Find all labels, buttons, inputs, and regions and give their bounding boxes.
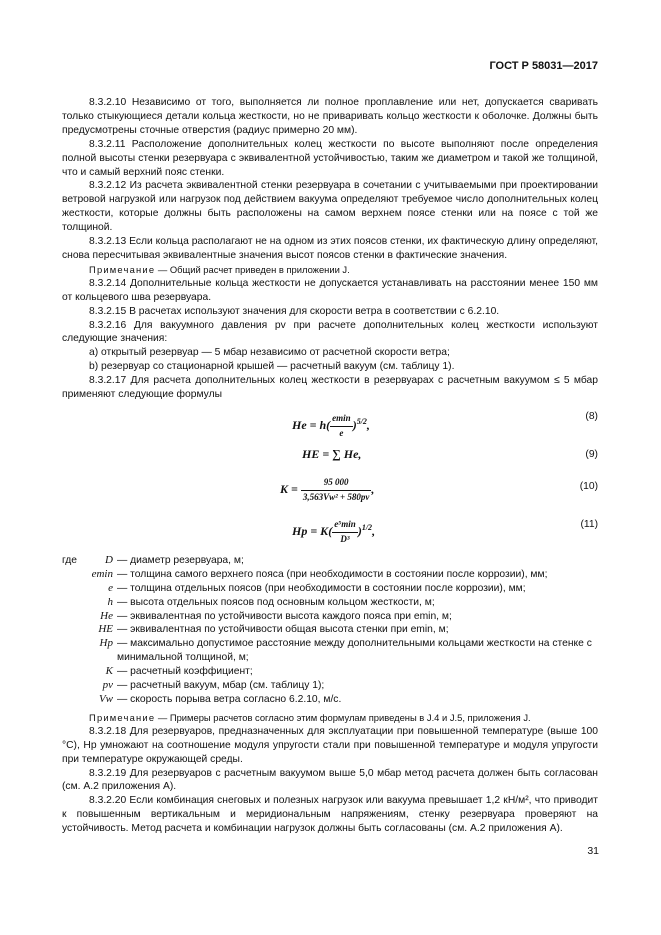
formula-number: (8) <box>585 410 598 422</box>
definition-lead: где <box>62 554 78 566</box>
definition-lead <box>62 693 89 707</box>
paragraph: 8.3.2.11 Расположение дополнительных колец жесткости по высоте выполняют после определения полной высоты стенки резервуара с эквивалентной устойчивостью, таким же диаметром и такой же толщиной, что и самый верхний пояс стенки. <box>62 138 598 178</box>
definition-row <box>62 637 598 665</box>
formula-9 <box>62 442 598 472</box>
paragraph: 8.3.2.17 Для расчета дополнительных колец жесткости в резервуарах с расчетным вакуумом ≤ 5 мбар применяют следующие формулы <box>62 375 598 401</box>
formula-expression: K = $\frac{95 000}{\text{3,563Vw² + 580pv}}$ , <box>280 476 375 502</box>
value-list <box>62 346 598 374</box>
definition-symbol: emin <box>91 567 113 580</box>
note-text: — Примеры расчетов согласно этим формулам приведены в J.4 и J.5, приложения J. <box>155 711 531 723</box>
paragraph: 8.3.2.14 Дополнительные кольца жесткости не допускается устанавливать на расстоянии менее 150 мм от кольцевого шва резервуара. <box>62 277 598 303</box>
definition-lead <box>62 623 89 637</box>
definition-text: — эквивалентная по устойчивости общая высота стенки при emin, м; <box>117 624 449 636</box>
note-label: Примечание <box>89 263 156 275</box>
formula-11 <box>62 510 598 552</box>
definition-text: — максимально допустимое расстояние между дополнительными кольцами жесткости на стенке с минимальной толщиной, м; <box>117 638 592 664</box>
definition-text: — толщина отдельных поясов (при необходимости в состоянии после коррозии), мм; <box>117 582 526 594</box>
definition-row <box>62 610 598 624</box>
definition-lead <box>62 610 89 624</box>
definition-lead <box>62 637 89 665</box>
paragraph: 8.3.2.10 Независимо от того, выполняется ли полное проплавление или нет, допускается сваривать только стыкующиеся детали кольца жесткости, но не приваривать кольцо жесткости к оболочке. Должны быть предусмотрены сточные отверстия (радиус примерно 20 мм). <box>62 97 598 136</box>
paragraph: 8.3.2.18 Для резервуаров, предназначенных для эксплуатации при повышенной температуре (выше 100 °С), Hp умножают на соотношение модуля упругости стали при повышенной температуре и модуля упругости при температуре окружающей среды. <box>62 725 598 765</box>
definition-text: — эквивалентная по устойчивости высота каждого пояса при emin, м; <box>117 610 452 622</box>
definition-row <box>62 554 598 568</box>
formula-number: (11) <box>580 518 598 530</box>
definition-symbol: Vw <box>98 693 113 705</box>
definition-text: — высота отдельных поясов под основным кольцом жесткости, м; <box>117 596 435 608</box>
definition-lead <box>62 582 89 596</box>
formula-expression: He = h( $\frac{emin}{e}$ )$^{5/2}$, <box>292 412 370 438</box>
note <box>62 263 598 277</box>
paragraph: 8.3.2.13 Если кольца располагают не на одном из этих поясов стенки, их фактическую длину определяют, снова пересчитывая эквивалентные значения высот поясов стенки в фактические значения. <box>62 236 598 261</box>
paragraph: 8.3.2.19 Для резервуаров с расчетным вакуумом выше 5,0 мбар метод расчета должен быть согласован (см. А.2 приложения А). <box>62 767 598 793</box>
definition-row <box>62 665 598 679</box>
formula-expression: HE = ∑ He, <box>302 446 362 461</box>
note-label: Примечание <box>89 711 156 723</box>
definition-row <box>62 623 598 637</box>
page-number: 31 <box>587 845 599 857</box>
formula-number: (9) <box>585 448 598 460</box>
definition-row <box>62 568 598 582</box>
definition-symbol: HE <box>98 623 113 636</box>
paragraph: 8.3.2.20 Если комбинация снеговых и полезных нагрузок или вакуума превышает 1,2 кН/м², что приводит к повышенным вертикальным и меридиональным напряжениям, стенку резервуара проверяют на устойчивость. Метод расчета и комбинации нагрузок должны быть согласованы (см. А.2 приложения А). <box>62 795 598 835</box>
definition-symbol: pv <box>102 679 113 692</box>
list-item: b) резервуар со стационарной крышей — расчетный вакуум (см. таблицу 1). <box>89 361 455 373</box>
definition-lead <box>62 596 89 610</box>
definition-lead <box>62 665 89 679</box>
definition-row <box>62 679 598 693</box>
formula-number: (10) <box>579 480 598 492</box>
paragraph: 8.3.2.16 Для вакуумного давления pv при расчете дополнительных колец жесткости используют следующие значения: <box>62 319 598 345</box>
definition-row <box>62 596 598 610</box>
definition-text: — толщина самого верхнего пояса (при необходимости в состоянии после коррозии), мм; <box>117 568 548 580</box>
definition-symbol: He <box>100 609 113 622</box>
definition-symbol: Hp <box>99 637 113 650</box>
list-item: а) открытый резервуар — 5 мбар независимо от расчетной скорости ветра; <box>89 347 450 359</box>
symbol-definitions <box>62 554 598 707</box>
definition-symbol: e <box>108 581 113 594</box>
page-body <box>62 96 598 836</box>
note-text: — Общий расчет приведен в приложении J. <box>155 263 350 275</box>
paragraph: 8.3.2.15 В расчетах используют значения для скорости ветра в соответствии с 6.2.10. <box>89 305 500 317</box>
definition-symbol: D <box>105 553 113 566</box>
definition-text: — расчетный коэффициент; <box>117 666 253 678</box>
paragraph: 8.3.2.12 Из расчета эквивалентной стенки резервуара в сочетании с учитываемыми при проектировании ветровой нагрузкой или нагрузок под действием вакуума определяют требуемое число дополнительных колец жесткости, которые должны быть расположены на самом верхнем поясе стенки или на поясе с той же толщиной. <box>62 180 598 234</box>
definition-lead <box>62 679 89 693</box>
note <box>62 711 598 725</box>
definition-symbol: K <box>105 665 113 678</box>
definition-text: — диаметр резервуара, м; <box>117 554 244 566</box>
formula-expression: Hp = K( $\frac{\text{e⁵min}}{\text{D³}}$ )$^{1/2}$, <box>292 518 376 544</box>
definition-lead <box>62 568 89 582</box>
definition-text: — скорость порыва ветра согласно 6.2.10, м/с. <box>117 694 342 705</box>
definition-symbol: h <box>107 595 113 608</box>
formula-10 <box>62 472 598 510</box>
definition-row <box>62 693 598 707</box>
definition-text: — расчетный вакуум, мбар (см. таблицу 1); <box>117 680 325 692</box>
document-id: ГОСТ Р 58031—2017 <box>489 60 598 72</box>
definition-row <box>62 582 598 596</box>
formula-8 <box>62 402 598 442</box>
